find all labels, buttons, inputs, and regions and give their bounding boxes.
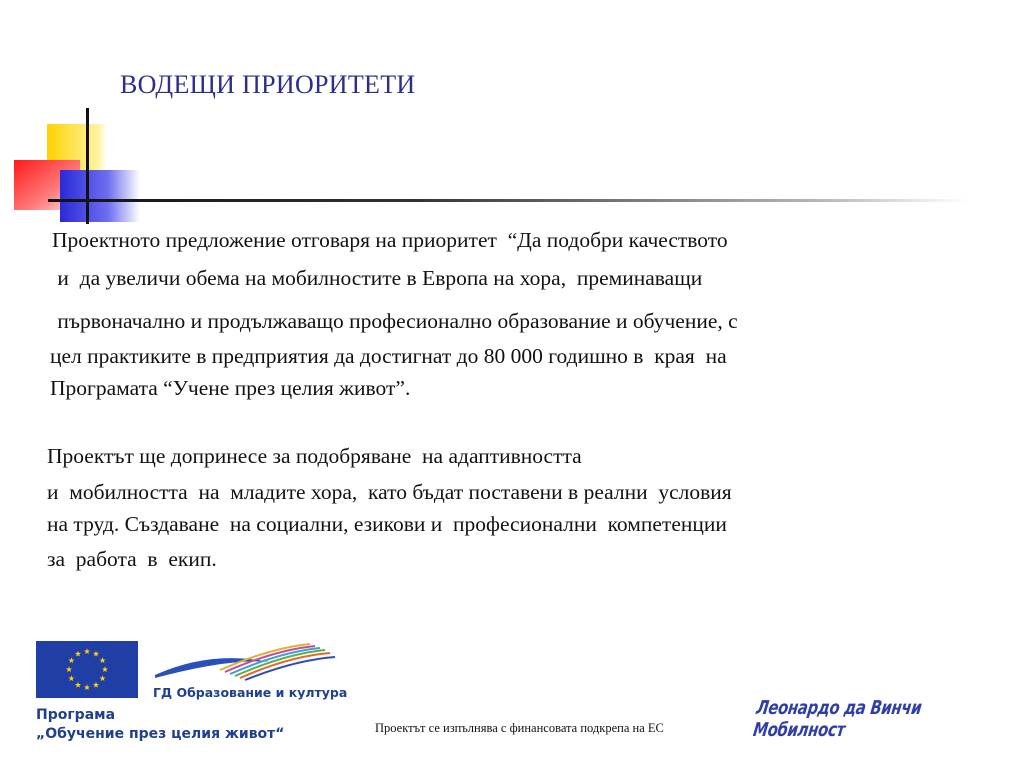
paragraph2-line-3: на труд. Създаване на социални, езикови и професионални компетенции	[47, 512, 727, 536]
leonardo-title: Леонардо да Винчи Мобилност	[751, 697, 924, 741]
paragraph1-line-4: цел практиките в предприятия да достигнат до 80 000 годишно в края на	[50, 344, 727, 368]
paragraph1-line-3: първоначално и продължаващо професионално образование и обучение, с	[52, 309, 738, 333]
paragraph1-line-1: Проектното предложение отговаря на приоритет “Да подобри качеството	[52, 228, 728, 252]
blue-square	[60, 170, 140, 222]
red-square	[14, 160, 80, 210]
paragraph2-line-4: за работа в екип.	[47, 547, 217, 571]
dg-education-swoosh-icon	[150, 640, 340, 690]
yellow-square	[47, 124, 107, 182]
vertical-rule	[86, 108, 89, 224]
slide-title: ВОДЕЩИ ПРИОРИТЕТИ	[120, 70, 416, 99]
eu-flag-icon	[36, 641, 138, 698]
paragraph1-line-2: и да увеличи обема на мобилностите в Европа на хора, преминаващи	[52, 266, 703, 290]
decorative-squares	[0, 0, 1024, 240]
programme-name: „Обучение през целия живот“	[36, 726, 285, 742]
dg-label: ГД Образование и култура	[153, 685, 348, 700]
funding-note: Проектът се изпълнява с финансовата подкрепа на ЕС	[375, 721, 664, 735]
programme-label: Програма	[36, 707, 116, 723]
paragraph2-line-1: Проектът ще допринесе за подобряване на адаптивността	[47, 444, 582, 468]
paragraph1-line-5: Програмата “Учене през целия живот”.	[50, 376, 411, 400]
paragraph2-line-2: и мобилността на младите хора, като бъдат поставени в реални условия	[47, 480, 732, 504]
horizontal-rule	[48, 199, 968, 202]
